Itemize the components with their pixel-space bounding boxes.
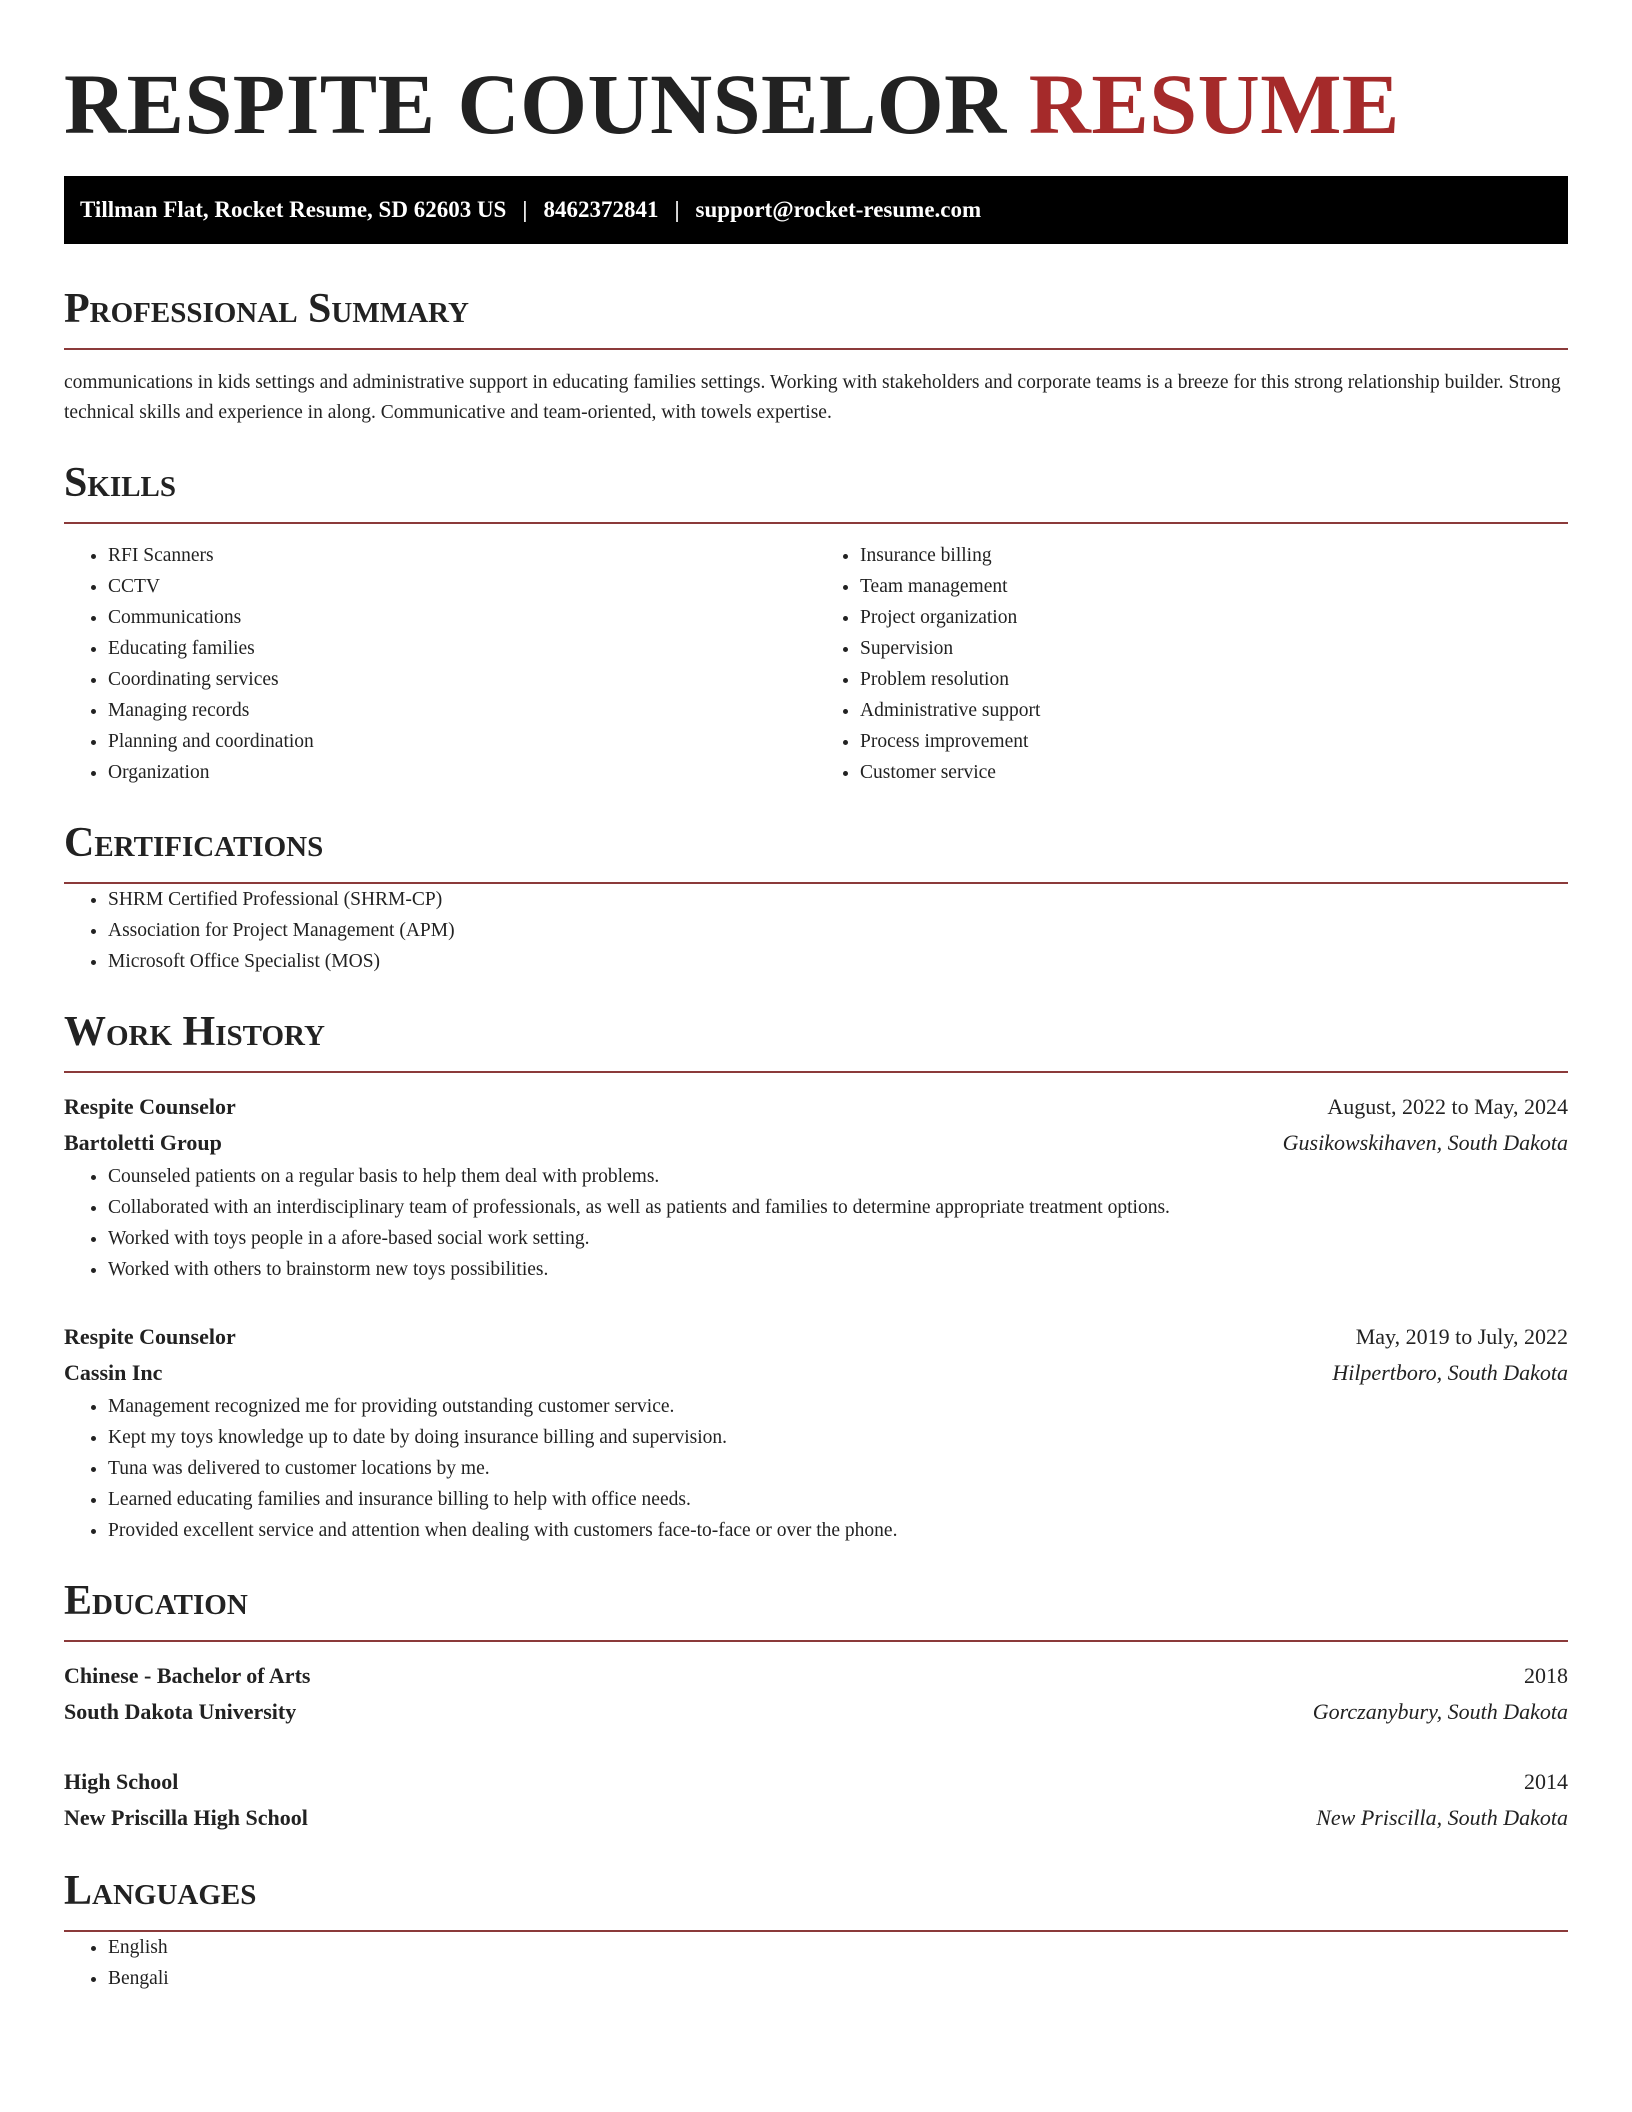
contact-email[interactable]: support@rocket-resume.com (695, 197, 982, 222)
skill-item: • Process improvement (860, 726, 1568, 757)
skill-item: • Team management (860, 571, 1568, 602)
skill-item: • Educating families (108, 633, 816, 664)
languages-list (64, 1932, 1568, 1994)
contact-phone[interactable]: 8462372841 (543, 197, 659, 222)
work-history-heading: Work History (64, 1009, 325, 1055)
education-location: New Priscilla, South Dakota (1316, 1805, 1568, 1830)
job-dates: May, 2019 to July, 2022 (1355, 1324, 1568, 1349)
job-bullet: • Management recognized me for providing outstanding customer service. (108, 1391, 1568, 1422)
resume-page (64, 54, 1568, 1994)
job-title: Respite Counselor (64, 1324, 236, 1349)
skill-item: • CCTV (108, 571, 816, 602)
education-degree-row (64, 1764, 1568, 1800)
contact-bar (64, 176, 1568, 244)
certifications-section (64, 818, 1568, 977)
certification-item: • Association for Project Management (APM) (108, 915, 1568, 946)
contact-separator: | (522, 197, 528, 222)
education-location: Gorczanybury, South Dakota (1312, 1699, 1568, 1724)
job-header-row (64, 1089, 1568, 1125)
job-entry (64, 1089, 1568, 1285)
skill-item: • Project organization (860, 602, 1568, 633)
job-bullet: • Learned educating families and insurance billing to help with office needs. (108, 1484, 1568, 1515)
education-school: South Dakota University (64, 1699, 297, 1724)
resume-title-main: RESPITE COUNSELOR (64, 56, 1007, 152)
job-header-row (64, 1319, 1568, 1355)
education-entry (64, 1658, 1568, 1730)
skill-item: • Insurance billing (860, 540, 1568, 571)
skill-item: • Coordinating services (108, 664, 816, 695)
job-location: Gusikowskihaven, South Dakota (1282, 1130, 1568, 1155)
section-divider (64, 1071, 1568, 1073)
job-location: Hilpertboro, South Dakota (1332, 1360, 1568, 1385)
skill-item: • RFI Scanners (108, 540, 816, 571)
education-section (64, 1576, 1568, 1836)
certification-item: • Microsoft Office Specialist (MOS) (108, 946, 1568, 977)
job-bullet: • Collaborated with an interdisciplinary team of professionals, as well as patients and families to determine appropriate treatment options. (108, 1192, 1568, 1223)
education-school-row (64, 1694, 1568, 1730)
job-bullet: • Worked with toys people in a afore-based social work setting. (108, 1223, 1568, 1254)
job-bullets (64, 1161, 1568, 1285)
job-bullet: • Kept my toys knowledge up to date by doing insurance billing and supervision. (108, 1422, 1568, 1453)
education-degree: High School (64, 1769, 179, 1794)
job-company: Bartoletti Group (64, 1130, 222, 1155)
work-history-section (64, 1007, 1568, 1546)
job-company-row (64, 1355, 1568, 1391)
education-school-row (64, 1800, 1568, 1836)
contact-address: Tillman Flat, Rocket Resume, SD 62603 US (80, 197, 507, 222)
section-divider (64, 1640, 1568, 1642)
certification-item: • SHRM Certified Professional (SHRM-CP) (108, 884, 1568, 915)
language-item: • Bengali (108, 1963, 1568, 1994)
education-degree-row (64, 1658, 1568, 1694)
job-bullet: • Counseled patients on a regular basis to help them deal with problems. (108, 1161, 1568, 1192)
job-bullet: • Tuna was delivered to customer locations by me. (108, 1453, 1568, 1484)
contact-separator: | (674, 197, 680, 222)
section-divider (64, 522, 1568, 524)
education-school: New Priscilla High School (64, 1805, 308, 1830)
skill-item: • Planning and coordination (108, 726, 816, 757)
resume-title (64, 54, 1568, 154)
languages-heading: Languages (64, 1868, 257, 1914)
summary-heading: Professional Summary (64, 286, 469, 332)
education-heading: Education (64, 1578, 248, 1624)
summary-section (64, 284, 1568, 428)
job-bullet: • Provided excellent service and attention when dealing with customers face-to-face or over the phone. (108, 1515, 1568, 1546)
skill-item: • Communications (108, 602, 816, 633)
education-degree: Chinese - Bachelor of Arts (64, 1663, 311, 1688)
job-dates: August, 2022 to May, 2024 (1327, 1094, 1568, 1119)
certifications-heading: Certifications (64, 820, 324, 866)
job-bullets (64, 1391, 1568, 1546)
certifications-list (64, 884, 1568, 977)
skill-item: • Supervision (860, 633, 1568, 664)
section-divider (64, 348, 1568, 350)
job-company: Cassin Inc (64, 1360, 163, 1385)
languages-section (64, 1866, 1568, 1994)
job-title: Respite Counselor (64, 1094, 236, 1119)
skills-grid (64, 540, 1568, 788)
education-year: 2014 (1524, 1769, 1568, 1794)
job-company-row (64, 1125, 1568, 1161)
skills-list-right (816, 540, 1568, 788)
skill-item: • Customer service (860, 757, 1568, 788)
skill-item: • Problem resolution (860, 664, 1568, 695)
education-entry (64, 1764, 1568, 1836)
skill-item: • Organization (108, 757, 816, 788)
skill-item: • Managing records (108, 695, 816, 726)
skills-heading: Skills (64, 460, 177, 506)
resume-title-accent: RESUME (1028, 56, 1400, 152)
education-year: 2018 (1524, 1663, 1568, 1688)
language-item: • English (108, 1932, 1568, 1963)
summary-text: communications in kids settings and administrative support in educating families settings. Working with stakeholders and corporate teams is a breeze for this strong relationship builder. Strong technical skills and experience in along. Communicative and team-oriented, with towels expertise. (64, 372, 1561, 423)
job-bullet: • Worked with others to brainstorm new toys possibilities. (108, 1254, 1568, 1285)
skill-item: • Administrative support (860, 695, 1568, 726)
job-entry (64, 1319, 1568, 1546)
skills-list-left (64, 540, 816, 788)
skills-section (64, 458, 1568, 788)
